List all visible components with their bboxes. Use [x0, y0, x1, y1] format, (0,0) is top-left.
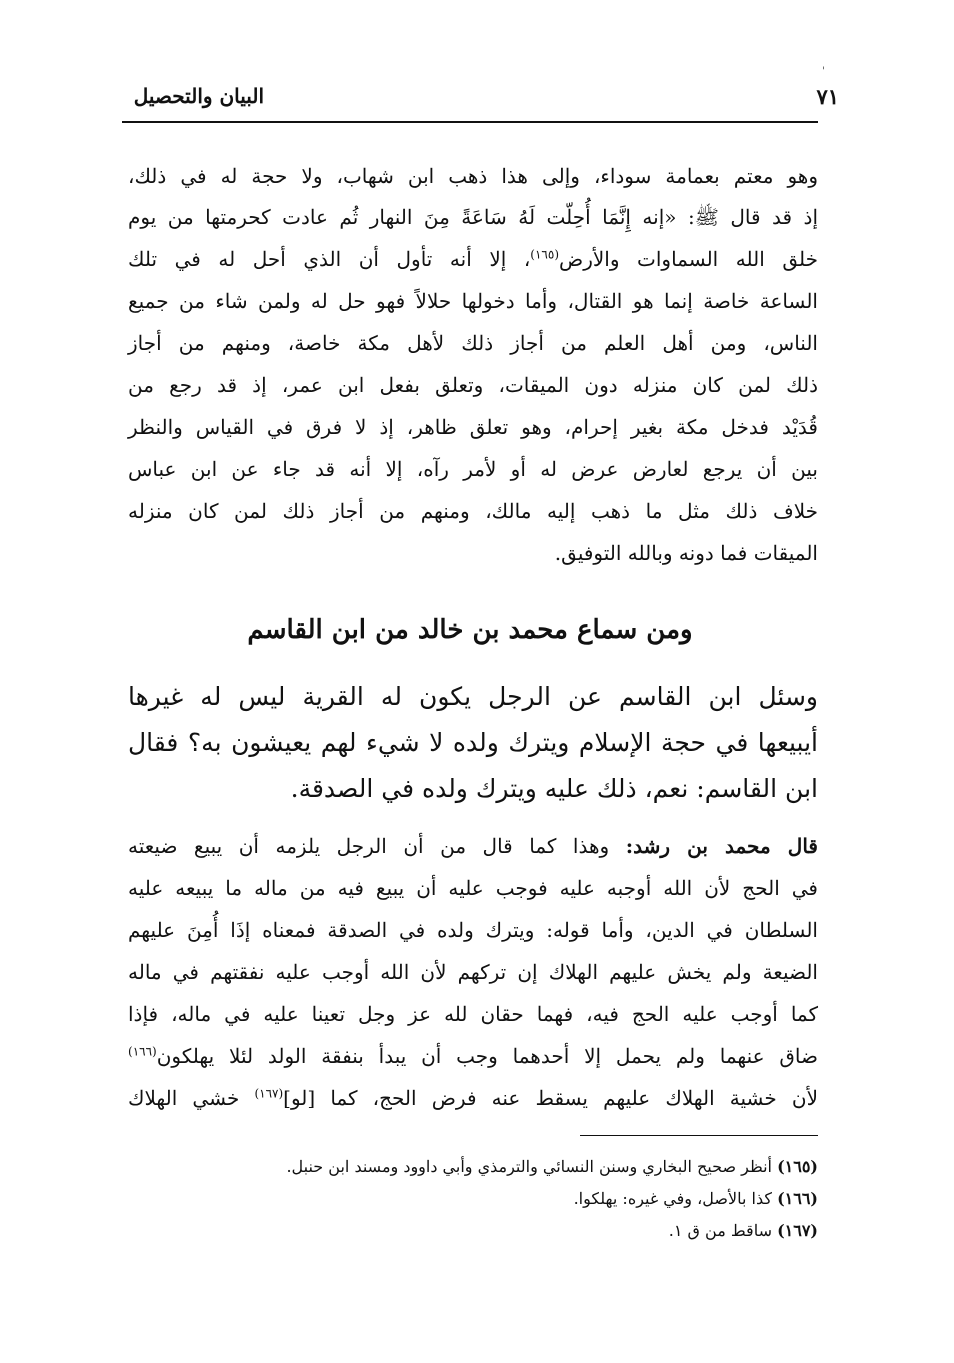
text-line: أيبيعها في حجة الإسلام ويترك ولده لا شيء لهم يعيشون به؟ فقال — [128, 728, 818, 757]
text-line: وهو معتم بعمامة سوداء، وإلى هذا ذهب ابن شهاب، ولا حجة له في ذلك، — [128, 164, 818, 188]
footnote-number: (١٦٥) — [777, 1157, 818, 1176]
section-heading: ومن سماع محمد بن خالد من ابن القاسم — [247, 615, 693, 645]
text-line: ذلك لمن كان منزله دون الميقات، وتعلق بفعل ابن عمر، إذ قد رجع من — [128, 373, 818, 397]
footnote — [574, 1189, 818, 1208]
text-line: كما أوجب عليه الحج فيه، فهما حقان لله عز وجل تعينا عليه في ماله، فإذا — [128, 1002, 818, 1026]
footnote-ref: (١٦٦) — [128, 1044, 157, 1059]
header-rule — [122, 121, 818, 123]
text-line: خلاف ذلك مثل ما ذهب إليه مالك، ومنهم من أجاز ذلك لمن كان منزله — [128, 499, 818, 523]
text-fragment: ضاق عنهما ولم يحمل إلا أحدهما وجب أن يبدأ بنفقة الولد لئلا يهلكون — [156, 1044, 818, 1068]
running-header-title: البيان والتحصيل — [133, 84, 264, 108]
text-line — [128, 834, 818, 858]
text-line: الناس، ومن أهل العلم من أجاز ذلك لأهل مكة خاصة، ومنهم من أجاز — [128, 331, 818, 355]
text-line: بين أن يرجع لعارض عرض له أو لأمر رآه، إلا أنه قد جاء عن ابن عباس — [128, 457, 818, 481]
text-line: ابن القاسم: نعم، ذلك عليه ويترك ولده في الصدقة. — [290, 774, 818, 803]
text-line: إذ قد قال ﷺ: «إنه إِنَّمَا أُحِلّت لَهُ سَاعَةً مِنَ النهار ثُم عادت كحرمتها من يوم — [128, 205, 818, 229]
text-line: في الحج لأن الله أوجبه عليه فوجب عليه أن يبيع فيه من ماله ما يبيعه عليه — [128, 876, 818, 900]
text-line: الساعة خاصة إنما هو القتال، وأما دخولها حلالاً فهو حل له ولمن شاء من جميع — [128, 289, 818, 313]
text-line: قُدَيْد فدخل مكة بغير إحرام، وهو تعلق ظاهر، إذ لا فرق في القياس والنظر — [128, 415, 818, 439]
footnote-number: (١٦٦) — [777, 1189, 818, 1208]
footnote-ref: (١٦٥) — [530, 247, 560, 262]
footnote-text: ساقط من ق ١. — [668, 1221, 778, 1240]
footnote-ref: (١٦٧) — [254, 1086, 284, 1101]
page-number: ٧١ — [816, 84, 839, 109]
scan-mark: ' — [822, 66, 825, 77]
footnote-text: أنظر صحيح البخاري وسنن النسائي والترمذي وأبي داوود ومسند ابن حنبل. — [286, 1157, 778, 1176]
text-fragment: وهذا كما قال من أن الرجل يلزمه أن يبيع ضيعته — [128, 834, 626, 858]
footnote-number: (١٦٧) — [777, 1221, 818, 1240]
footnote — [669, 1221, 818, 1240]
footnote-rule — [580, 1135, 818, 1136]
text-line — [128, 1086, 818, 1110]
text-line: الضيعة ولم يخش عليهم الهلاك إن تركهم لأن الله أوجب عليه نفقتهم في ماله — [128, 960, 818, 984]
text-fragment: ، إلا أنه تأول أن الذي أحل له في تلك — [128, 247, 531, 271]
text-line: السلطان في الدين، وأما قوله: ويترك ولده في الصدقة فمعناه إذَا أُمِنَ عليهم — [128, 918, 818, 942]
commentator-label: قال محمد بن رشد: — [625, 834, 818, 858]
text-line — [128, 247, 818, 271]
text-fragment: لأن خشية الهلاك عليهم يسقط عنه فرض الحج، كما [لو] — [283, 1086, 818, 1110]
text-fragment: خشي الهلاك — [128, 1086, 255, 1110]
text-line: وسئل ابن القاسم عن الرجل يكون له القرية ليس له غيرها — [128, 682, 818, 711]
footnote — [286, 1157, 818, 1176]
text-line: الميقات فما دونه وبالله التوفيق. — [554, 541, 818, 565]
text-line — [128, 1044, 818, 1068]
text-fragment: خلق الله السماوات والأرض — [559, 247, 818, 271]
footnote-text: كذا بالأصل، وفي غيره: يهلكوا. — [573, 1189, 778, 1208]
